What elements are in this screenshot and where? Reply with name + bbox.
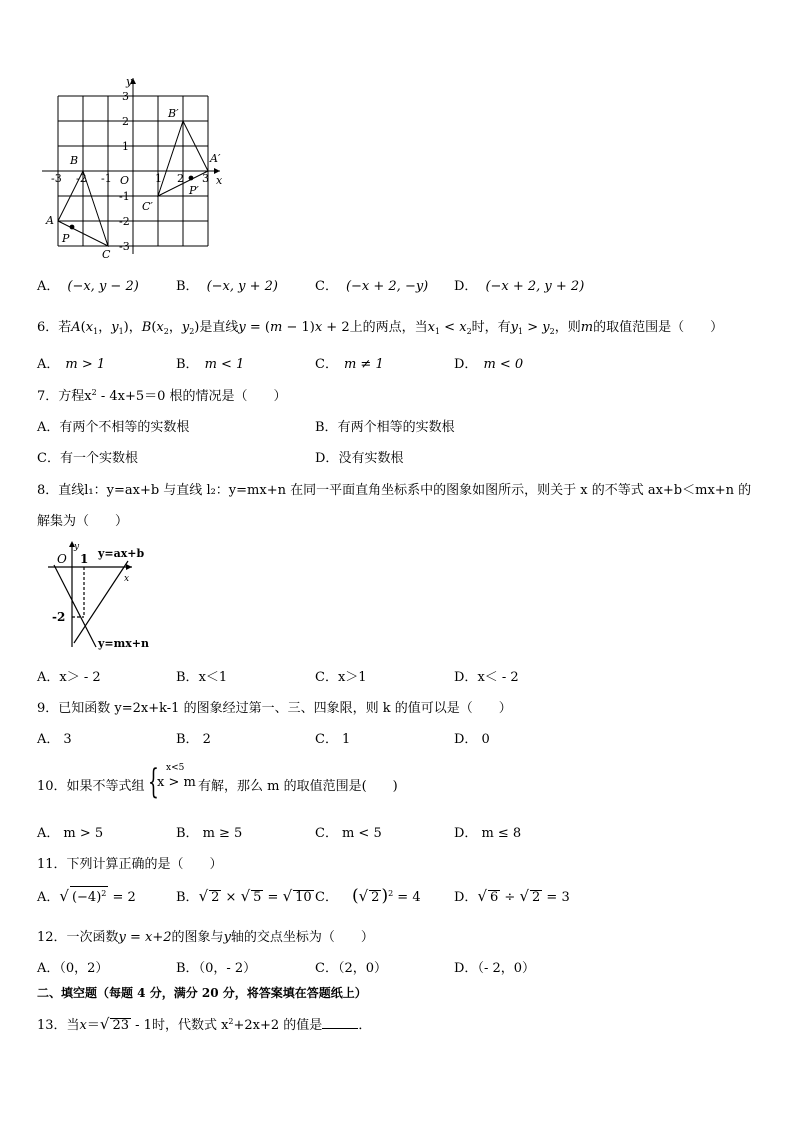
q8-l2-label: y=mx+n xyxy=(98,637,150,650)
q5-ytick: -2 xyxy=(119,215,130,228)
point-c-prime-label: C′ xyxy=(142,200,153,213)
q5-ytick: 1 xyxy=(122,140,129,153)
point-p-label: P xyxy=(62,232,70,245)
q8-line-graph xyxy=(44,537,164,652)
q13-answer-blank[interactable] xyxy=(322,1028,358,1029)
q8-l1-label: y=ax+b xyxy=(98,547,145,560)
q12-option-d: D．（- 2，0） xyxy=(454,961,536,976)
q7-option-b: B．有两个相等的实数根 xyxy=(315,420,455,435)
q8-option-c: C．x＞1 xyxy=(315,670,367,685)
q5-y-axis-label: y xyxy=(126,75,133,88)
q8-origin: O xyxy=(57,552,67,566)
q6-option-a: A． m > 1 xyxy=(37,357,106,372)
q5-x-axis-label: x xyxy=(216,174,223,187)
q5-xtick: 3 xyxy=(202,172,209,185)
q8-stem-line1: 8．直线l₁：y=ax+b 与直线 l₂：y=mx+n 在同一平面直角坐标系中的图象如图所示，则关于 x 的不等式 ax+b＜mx+n 的 xyxy=(37,483,752,498)
q9-option-a: A． 3 xyxy=(37,732,72,747)
point-c-label: C xyxy=(102,248,111,261)
q9-option-d: D． 0 xyxy=(454,732,490,747)
point-b-prime-label: B′ xyxy=(168,107,179,120)
q10-system-top: x<5 xyxy=(166,763,185,773)
q5-option-d: D． (−x + 2, y + 2) xyxy=(454,279,585,294)
q10-option-d: D． m ≤ 8 xyxy=(454,826,522,841)
q7-option-c: C．有一个实数根 xyxy=(37,451,138,466)
q5-xtick: -1 xyxy=(101,172,112,185)
q9-stem: 9．已知函数 y=2x+k-1 的图象经过第一、三、四象限，则 k 的值可以是（ ） xyxy=(37,701,512,716)
q5-xtick: -3 xyxy=(51,172,62,185)
q8-stem-line2: 解集为（ ） xyxy=(37,514,129,529)
point-a-label: A xyxy=(46,214,54,227)
q10-stem-b: 有解，那么 m 的取值范围是( ) xyxy=(198,779,398,794)
q8-x-axis-label: x xyxy=(124,574,130,584)
q10-option-c: C． m < 5 xyxy=(315,826,382,841)
q8-option-b: B．x＜1 xyxy=(176,670,228,685)
q5-ytick: -1 xyxy=(119,190,130,203)
q5-option-c: C． (−x + 2, −y) xyxy=(315,279,429,294)
q9-option-b: B． 2 xyxy=(176,732,211,747)
q10-stem-a: 10．如果不等式组 xyxy=(37,779,145,794)
q7-option-d: D．没有实数根 xyxy=(315,451,404,466)
q9-option-c: C． 1 xyxy=(315,732,351,747)
q8-option-a: A．x＞ - 2 xyxy=(37,670,101,685)
q5-origin: O xyxy=(120,174,130,187)
q5-option-b: B． (−x, y + 2) xyxy=(176,279,278,294)
q5-xtick: 1 xyxy=(155,172,162,185)
q10-system-bottom: x > m xyxy=(157,775,196,790)
q7-stem: 7．方程$x^2 - 4x+5=0$ 根的情况是（ ） xyxy=(37,388,287,404)
q12-option-c: C．（2，0） xyxy=(315,961,387,976)
q12-stem: 12．一次函数y = x+2的图象与y轴的交点坐标为（ ） xyxy=(37,930,374,945)
q6-stem: 6．若$A(x_1$，$y_1$)，$B(x_2$，$y_2$)是直线y = (m − 1)x + 2上的两点，当$x_1 < x_2$时，有$y_1 > y_2$，则m的取值范围是（ ） xyxy=(37,320,724,336)
q5-xtick: 2 xyxy=(177,172,184,185)
point-b-label: B xyxy=(70,154,79,167)
q8-option-d: D．x＜ - 2 xyxy=(454,670,519,685)
q13-stem: 13．当x＝√ 23 - 1时，代数式 $x^2+2x+2$ 的值是 ． xyxy=(37,1015,372,1033)
q12-option-a: A．（0，2） xyxy=(37,961,109,976)
q11-stem: 11．下列计算正确的是（ ） xyxy=(37,857,223,872)
q8-tick-neg2: -2 xyxy=(52,610,66,624)
q7-option-a: A．有两个不相等的实数根 xyxy=(37,420,190,435)
q5-xtick: -2 xyxy=(76,172,87,185)
q10-option-a: A． m > 5 xyxy=(37,826,104,841)
q6-option-c: C． m ≠ 1 xyxy=(315,357,384,372)
q10-option-b: B． m ≥ 5 xyxy=(176,826,243,841)
q5-ytick: -3 xyxy=(119,240,130,253)
q8-y-axis-label: y xyxy=(74,542,80,552)
q12-option-b: B．（0，- 2） xyxy=(176,961,257,976)
q6-option-b: B． m < 1 xyxy=(176,357,245,372)
q10-brace: { xyxy=(148,762,159,802)
q5-ytick: 2 xyxy=(122,115,129,128)
q5-coordinate-grid xyxy=(36,72,226,262)
q11-option-d: D．√ 6 ÷ √ 2 = 3 xyxy=(454,887,570,905)
q6-option-d: D． m < 0 xyxy=(454,357,524,372)
q5-ytick: 3 xyxy=(122,90,129,103)
section-2-heading: 二、填空题（每题 4 分，满分 20 分，将答案填在答题纸上） xyxy=(37,986,367,1000)
q11-option-a: A．√ $(-4)^2 = 2$ xyxy=(37,887,136,905)
q11-option-c: C． (√ 2 )$^2$ = 4 xyxy=(315,886,421,906)
q11-option-b: B．√ 2 × √ 5 = √ 10 xyxy=(176,887,312,905)
q8-tick-1: 1 xyxy=(80,552,89,566)
q5-option-a: A． (−x, y − 2) xyxy=(37,279,139,294)
point-p-prime-label: P′ xyxy=(189,184,199,197)
point-a-prime-label: A′ xyxy=(210,152,221,165)
